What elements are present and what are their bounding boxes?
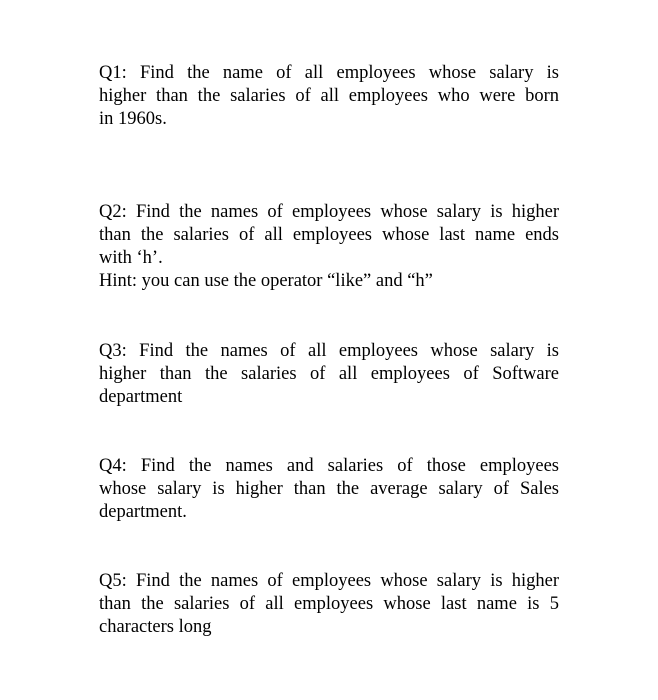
- question-line: with ‘h’.: [99, 248, 163, 268]
- question-line: higher than the salaries of all employees of Software: [99, 364, 559, 384]
- question-line: whose salary is higher than the average salary of Sales: [99, 479, 559, 499]
- question-line: Q5: Find the names of employees whose salary is higher: [99, 571, 559, 591]
- question-hint: Hint: you can use the operator “like” and “h”: [99, 271, 433, 291]
- question-line: Q4: Find the names and salaries of those employees: [99, 456, 559, 476]
- question-line: in 1960s.: [99, 109, 167, 129]
- question-line: Q3: Find the names of all employees whose salary is: [99, 341, 559, 361]
- question-line: higher than the salaries of all employees who were born: [99, 86, 559, 106]
- question-3: [99, 340, 559, 409]
- question-line: characters long: [99, 617, 212, 637]
- question-line: Q2: Find the names of employees whose salary is higher: [99, 202, 559, 222]
- question-line: than the salaries of all employees whose last name is 5: [99, 594, 559, 614]
- question-2: [99, 201, 559, 293]
- question-4: [99, 455, 559, 524]
- question-1: [99, 62, 559, 131]
- question-5: [99, 570, 559, 639]
- question-line: department: [99, 387, 183, 407]
- question-line: Q1: Find the name of all employees whose salary is: [99, 63, 559, 83]
- question-line: department.: [99, 502, 187, 522]
- question-line: than the salaries of all employees whose last name ends: [99, 225, 559, 245]
